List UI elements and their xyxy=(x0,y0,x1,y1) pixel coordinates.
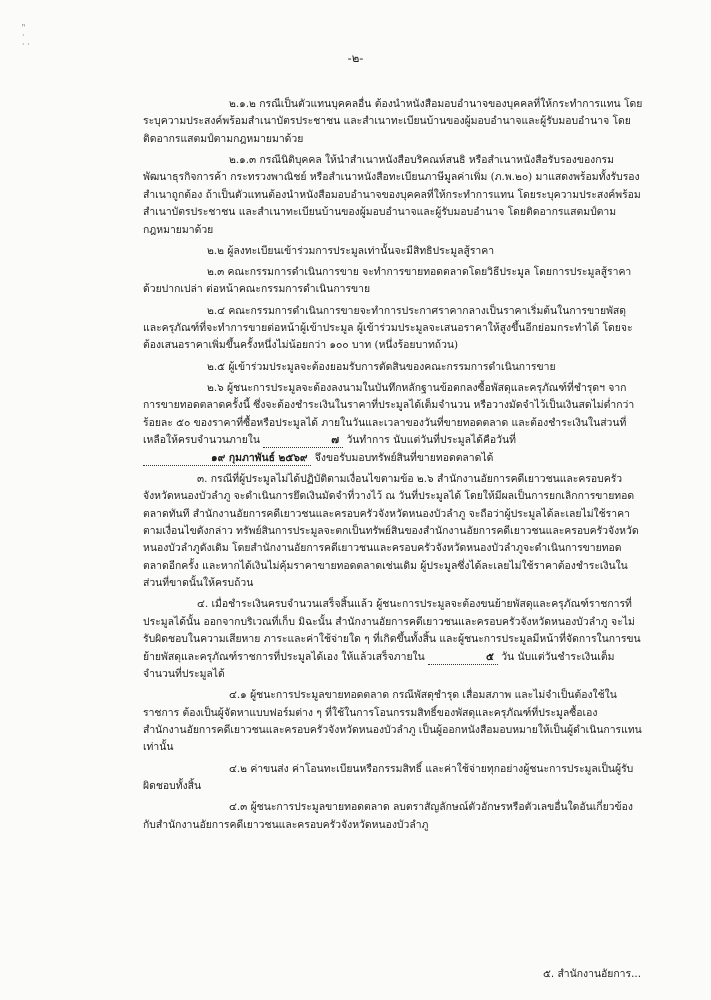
paragraph-2-2: ๒.๒ ผู้ลงทะเบียนเข้าร่วมการประมูลเท่านั้นจะมีสิทธิประมูลสู้ราคา xyxy=(207,244,495,257)
paragraph-2-5: ๒.๕ ผู้เข้าร่วมประมูลจะต้องยอมรับการตัดสินของคณะกรรมการดำเนินการขาย xyxy=(207,360,556,373)
removal-days-field: ๕ xyxy=(428,651,498,665)
document-body xyxy=(143,96,643,838)
paragraph-2-1-2: ๒.๑.๒ กรณีเป็นตัวแทนบุคคลอื่น ต้องนำหนังสือมอบอำนาจของบุคคลที่ให้กระทำการแทน โดยระบุความประสงค์พร้อมสำเนาบัตรประชาชน และสำเนาทะเบียนบ้านของผู้มอบอำนาจและผู้รับมอบอำนาจ โดยติดอากรแสตมป์ตามกฎหมายมาด้วย xyxy=(143,98,643,145)
paragraph-4-text-end: วัน นับแต่วันชำระเงินเต็มจำนวนที่ประมูลได้ xyxy=(143,650,615,680)
auction-date-field: ๑๙ กุมภาพันธ์ ๒๕๖๙ xyxy=(143,452,311,466)
page-number: -๒- xyxy=(347,51,364,65)
paragraph-4-2: ๔.๒ ค่าขนส่ง ค่าโอนทะเบียนหรือกรรมสิทธิ์ และค่าใช้จ่ายทุกอย่างผู้ชนะการประมูลเป็นผู้รับผิดชอบทั้งสิ้น xyxy=(143,762,634,792)
paragraph-4 xyxy=(143,596,643,683)
paragraph-4-text: ๔. เมื่อชำระเงินครบจำนวนเสร็จสิ้นแล้ว ผู้ชนะการประมูลจะต้องขนย้ายพัสดุและครุภัณฑ์ราชการที่ประมูลได้นั้น ออกจากบริเวณที่เก็บ มิฉะนั้น สำนักงานอัยการคดีเยาวชนและครอบครัวจังหวัดหนองบัวลำภู จะไม่รับผิดชอบในความเสียหาย ภาระและค่าใช้จ่ายใด ๆ ที่เกิดขึ้นทั้งสิ้น และผู้ชนะการประมูลมีหน้าที่จัดการในการขนย้ายพัสดุและครุภัณฑ์ราชการที่ประมูลได้เอง ให้แล้วเสร็จภายใน xyxy=(143,598,641,663)
paragraph-3: ๓. กรณีที่ผู้ประมูลไม่ได้ปฏิบัติตามเงื่อนไขตามข้อ ๒.๖ สำนักงานอัยการคดีเยาวชนและครอบครัวจังหวัดหนองบัวลำภู จะดำเนินการยึดเงินมัดจำที่วางไว้ ณ วันที่ประมูลได้ โดยให้มีผลเป็นการยกเลิกการขายทอดตลาดทันที สำนักงานอัยการคดีเยาวชนและครอบครัวจังหวัดหนองบัวลำภู จะถือว่าผู้ประมูลได้ละเลยไม่ใช้ราคาตามเงื่อนไขดังกล่าว ทรัพย์สินการประมูลจะตกเป็นทรัพย์สินของสำนักงานอัยการคดีเยาวชนและครอบครัวจังหวัดหนองบัวลำภูดังเดิม โดยสำนักงานอัยการคดีเยาวชนและครอบครัวจังหวัดหนองบัวลำภูจะดำเนินการขายทอดตลาดอีกครั้ง และหากได้เงินไม่คุ้มราคาขายทอดตลาดเช่นเดิม ผู้ประมูลซึ่งได้ละเลยไม่ใช้ราคาต้องชำระเงินในส่วนที่ขาดนั้นให้ครบถ้วน xyxy=(143,472,639,590)
paragraph-2-3: ๒.๓ คณะกรรมการดำเนินการขาย จะทำการขายทอดตลาดโดยวิธีประมูล โดยการประมูลสู้ราคาด้วยปากเปล่า ต่อหน้าคณะกรรมการดำเนินการขาย xyxy=(143,266,632,296)
continuation-text: ๕. สำนักงานอัยการ... xyxy=(543,968,641,980)
paragraph-2-4: ๒.๔ คณะกรรมการดำเนินการขายจะทำการประกาศราคากลางเป็นราคาเริ่มต้นในการขายพัสดุและครุภัณฑ์ที่จะทำการขายต่อหน้าผู้เข้าประมูล ผู้เข้าร่วมประมูลจะเสนอราคาให้สูงขึ้นอีกย่อมกระทำได้ โดยจะต้องเสนอราคาเพิ่มขึ้นครั้งหนึ่งไม่น้อยกว่า ๑๐๐ บาท (หนึ่งร้อยบาทถ้วน) xyxy=(143,304,633,352)
paragraph-2-6-text: ๒.๖ ผู้ชนะการประมูลจะต้องลงนามในบันทึกหลักฐานข้อตกลงซื้อพัสดุและครุภัณฑ์ที่ชำรุดฯ จากการขายทอดตลาดครั้งนี้ ซึ่งจะต้องชำระเงินในราคาที่ประมูลได้เต็มจำนวน หรือวางมัดจำไว้เป็นเงินสดไม่ต่ำกว่าร้อยละ ๕๐ ของราคาที่ซื้อหรือประมูลได้ ภายในวันและเวลาของวันที่ขายทอดตลาด และต้องชำระเงินในส่วนที่เหลือให้ครบจำนวนภายใน xyxy=(143,381,635,447)
paragraph-4-1: ๔.๑ ผู้ชนะการประมูลขายทอดตลาด กรณีพัสดุชำรุด เสื่อมสภาพ และไม่จำเป็นต้องใช้ในราชการ ต้องเป็นผู้จัดหาแบบฟอร์มต่าง ๆ ที่ใช้ในการโอนกรรมสิทธิ์ของพัสดุและครุภัณฑ์ที่ประมูลซื้อเอง สำนักงานอัยการคดีเยาวชนและครอบครัวจังหวัดหนองบัวลำภู เป็นผู้ออกหนังสือมอบหมายให้เป็นผู้ดำเนินการแทนเท่านั้น xyxy=(143,689,642,754)
paragraph-2-6 xyxy=(143,380,643,467)
paragraph-4-3: ๔.๓ ผู้ชนะการประมูลขายทอดตลาด ลบตราสัญลักษณ์ตัวอักษรหรือตัวเลขอื่นใดอันเกี่ยวข้องกับสำนักงานอัยการคดีเยาวชนและครอบครัวจังหวัดหนองบัวลำภู xyxy=(143,801,633,831)
paragraph-2-6-text-cont: วันทำการ นับแต่วันที่ประมูลได้คือวันที่ xyxy=(346,434,516,447)
paragraph-2-1-3: ๒.๑.๓ กรณีนิติบุคคล ให้นำสำเนาหนังสือบริคณห์สนธิ หรือสำเนาหนังสือรับรองของกรมพัฒนาธุรกิจการค้า กระทรวงพาณิชย์ หรือสำเนาหนังสือทะเบียนภาษีมูลค่าเพิ่ม (ภ.พ.๒๐) มาแสดงพร้อมทั้งรับรองสำเนาถูกต้อง ถ้าเป็นตัวแทนต้องนำหนังสือมอบอำนาจของบุคคลที่ให้กระทำการแทน โดยระบุความประสงค์พร้อมสำเนาบัตรประชาชน และสำเนาทะเบียนบ้านของผู้มอบอำนาจและผู้รับมอบอำนาจ โดยติดอากรแสตมป์ตามกฎหมายมาด้วย xyxy=(143,154,641,236)
paragraph-2-6-text-end: จึงขอรับมอบทรัพย์สินที่ขายทอดตลาดได้ xyxy=(314,451,494,464)
payment-days-field: ๗ xyxy=(263,434,343,448)
scan-margin-mark: ⁿ · · · xyxy=(22,22,30,49)
